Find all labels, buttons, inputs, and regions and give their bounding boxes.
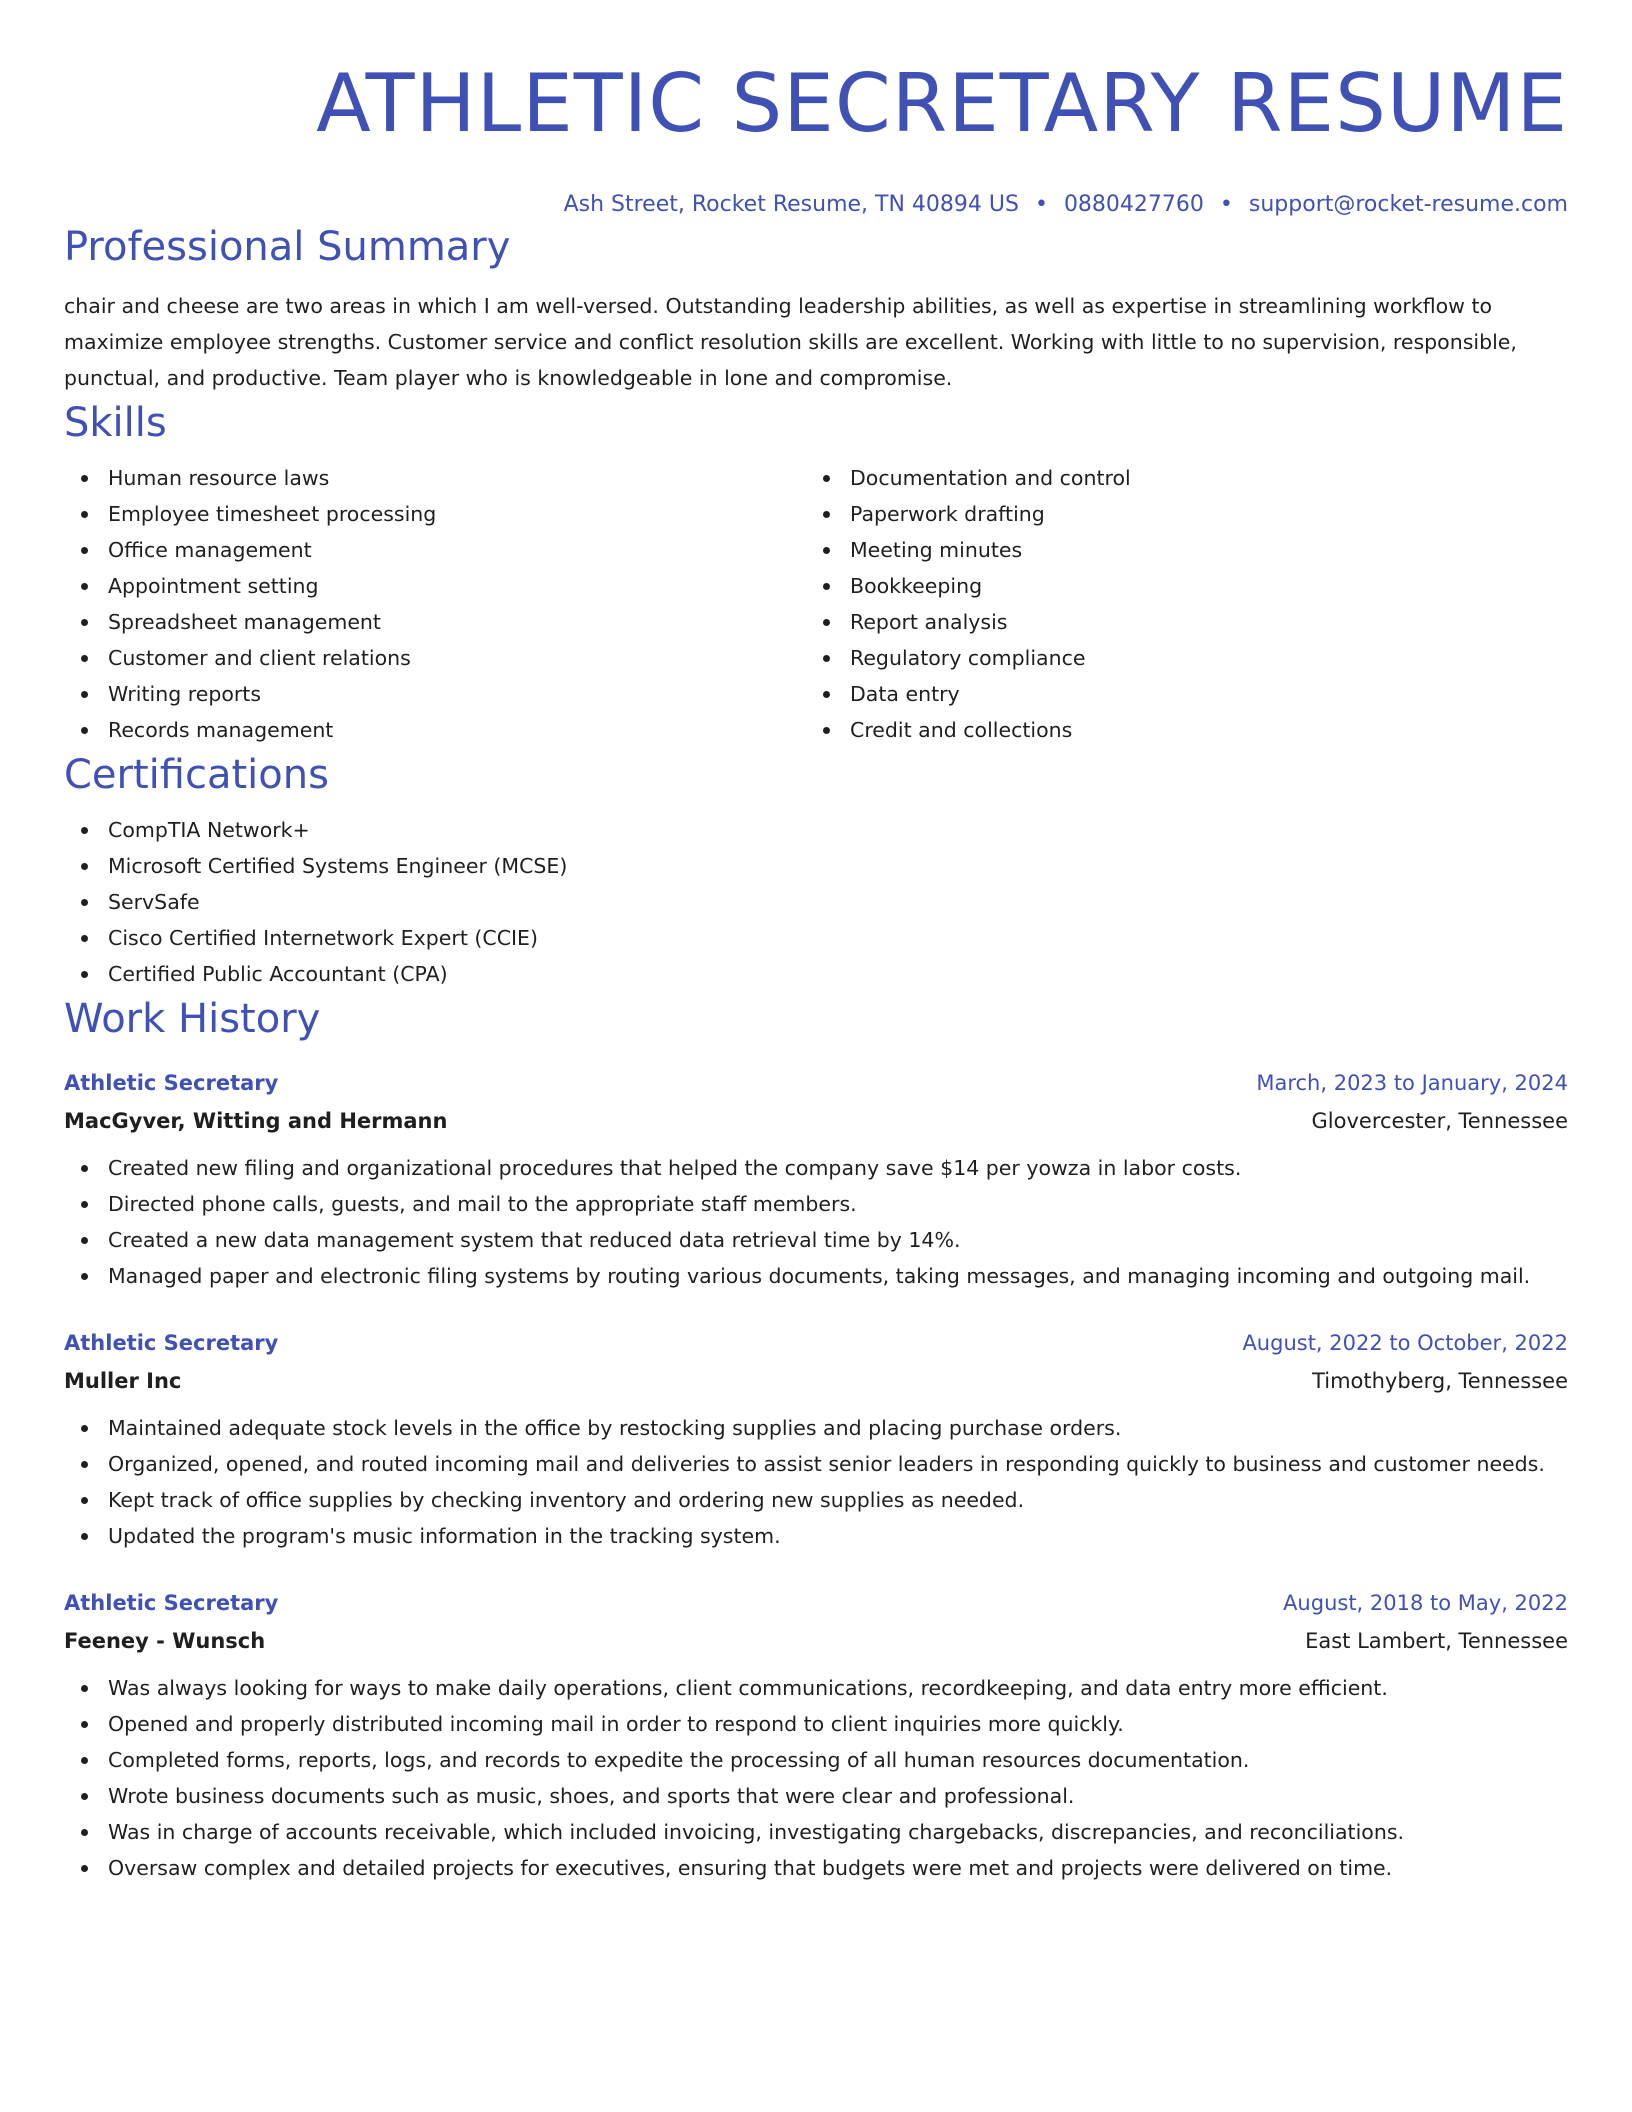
summary-text: chair and cheese are two areas in which I am well-versed. Outstanding leadership abilities, as well as expertise in streamlining workflow to maximize employee strengths. Customer service and conflict resolution skills are excellent. Working with little to no supervision, responsible, punctual, and productive. Team player who is knowledgeable in lone and compromise. xyxy=(64,294,1517,390)
contact-email[interactable]: support@rocket-resume.com xyxy=(1248,192,1568,217)
skill-item: Paperwork drafting xyxy=(806,496,1548,532)
job-duty: Was always looking for ways to make daily operations, client communications, recordkeeping, and data entry more efficient. xyxy=(64,1670,1568,1706)
skills-left-list xyxy=(64,460,806,748)
job-duty: Maintained adequate stock levels in the office by restocking supplies and placing purchase orders. xyxy=(64,1410,1568,1446)
certifications-list xyxy=(64,812,1568,992)
job-duty: Wrote business documents such as music, shoes, and sports that were clear and professional. xyxy=(64,1778,1568,1814)
skills-left-column xyxy=(64,460,806,748)
job-duty: Kept track of office supplies by checking inventory and ordering new supplies as needed. xyxy=(64,1482,1568,1518)
skill-item: Records management xyxy=(64,712,806,748)
resume-title: ATHLETIC SECRETARY RESUME xyxy=(316,57,1568,150)
skill-item: Report analysis xyxy=(806,604,1548,640)
certification-item: ServSafe xyxy=(64,884,1568,920)
job-entry xyxy=(64,1324,1568,1554)
skills-heading: Skills xyxy=(64,400,167,446)
job-entry xyxy=(64,1584,1568,1886)
job-duty: Completed forms, reports, logs, and records to expedite the processing of all human resources documentation. xyxy=(64,1742,1568,1778)
job-duty: Created a new data management system that reduced data retrieval time by 14%. xyxy=(64,1222,1568,1258)
job-entry xyxy=(64,1064,1568,1294)
skill-item: Bookkeeping xyxy=(806,568,1548,604)
certification-item: Certified Public Accountant (CPA) xyxy=(64,956,1568,992)
skill-item: Appointment setting xyxy=(64,568,806,604)
job-duty: Opened and properly distributed incoming mail in order to respond to client inquiries more quickly. xyxy=(64,1706,1568,1742)
skill-item: Regulatory compliance xyxy=(806,640,1548,676)
job-duty: Oversaw complex and detailed projects for executives, ensuring that budgets were met and projects were delivered on time. xyxy=(64,1850,1568,1886)
certification-item: Microsoft Certified Systems Engineer (MCSE) xyxy=(64,848,1568,884)
job-dates: August, 2022 to October, 2022 xyxy=(1242,1331,1568,1355)
work-history-heading: Work History xyxy=(64,996,321,1042)
job-employer-row xyxy=(64,1362,1568,1400)
skill-item: Human resource laws xyxy=(64,460,806,496)
skills-right-column xyxy=(806,460,1548,748)
job-duties-list xyxy=(64,1150,1568,1294)
job-duties-list xyxy=(64,1410,1568,1554)
job-duty: Organized, opened, and routed incoming mail and deliveries to assist senior leaders in responding quickly to business and customer needs. xyxy=(64,1446,1568,1482)
contact-line xyxy=(64,190,1568,220)
certification-item: Cisco Certified Internetwork Expert (CCIE) xyxy=(64,920,1568,956)
job-title: Athletic Secretary xyxy=(64,1591,279,1615)
skill-item: Meeting minutes xyxy=(806,532,1548,568)
skill-item: Employee timesheet processing xyxy=(64,496,806,532)
skill-item: Customer and client relations xyxy=(64,640,806,676)
work-history-section xyxy=(64,992,1568,1886)
contact-separator: • xyxy=(1034,192,1048,217)
job-company: MacGyver, Witting and Hermann xyxy=(64,1109,448,1133)
job-duty: Updated the program's music information in the tracking system. xyxy=(64,1518,1568,1554)
job-location: Timothyberg, Tennessee xyxy=(1312,1369,1568,1393)
job-duty: Created new filing and organizational procedures that helped the company save $14 per yowza in labor costs. xyxy=(64,1150,1568,1186)
job-employer-row xyxy=(64,1102,1568,1140)
contact-separator: • xyxy=(1219,192,1233,217)
job-duty: Managed paper and electronic filing systems by routing various documents, taking messages, and managing incoming and outgoing mail. xyxy=(64,1258,1568,1294)
certifications-heading: Certifications xyxy=(64,752,329,798)
certification-item: CompTIA Network+ xyxy=(64,812,1568,848)
resume-page xyxy=(64,0,1568,1886)
job-title: Athletic Secretary xyxy=(64,1071,279,1095)
skill-item: Writing reports xyxy=(64,676,806,712)
skills-columns xyxy=(64,460,1568,748)
job-duties-list xyxy=(64,1670,1568,1886)
job-header-row xyxy=(64,1324,1568,1362)
job-title: Athletic Secretary xyxy=(64,1331,279,1355)
job-duty: Directed phone calls, guests, and mail to the appropriate staff members. xyxy=(64,1186,1568,1222)
skill-item: Spreadsheet management xyxy=(64,604,806,640)
job-dates: March, 2023 to January, 2024 xyxy=(1256,1071,1568,1095)
skills-section xyxy=(64,396,1568,748)
job-location: Glovercester, Tennessee xyxy=(1311,1109,1568,1133)
job-company: Muller Inc xyxy=(64,1369,182,1393)
job-company: Feeney - Wunsch xyxy=(64,1629,266,1653)
skill-item: Credit and collections xyxy=(806,712,1548,748)
contact-address: Ash Street, Rocket Resume, TN 40894 US xyxy=(563,192,1019,217)
skill-item: Data entry xyxy=(806,676,1548,712)
job-header-row xyxy=(64,1064,1568,1102)
job-duty: Was in charge of accounts receivable, which included invoicing, investigating chargebacks, discrepancies, and reconciliations. xyxy=(64,1814,1568,1850)
certifications-section xyxy=(64,748,1568,992)
summary-heading: Professional Summary xyxy=(64,224,511,270)
skill-item: Documentation and control xyxy=(806,460,1548,496)
job-dates: August, 2018 to May, 2022 xyxy=(1283,1591,1568,1615)
skill-item: Office management xyxy=(64,532,806,568)
contact-phone: 0880427760 xyxy=(1063,192,1204,217)
skills-right-list xyxy=(806,460,1548,748)
job-employer-row xyxy=(64,1622,1568,1660)
job-header-row xyxy=(64,1584,1568,1622)
summary-section xyxy=(64,220,1568,396)
job-location: East Lambert, Tennessee xyxy=(1305,1629,1568,1653)
